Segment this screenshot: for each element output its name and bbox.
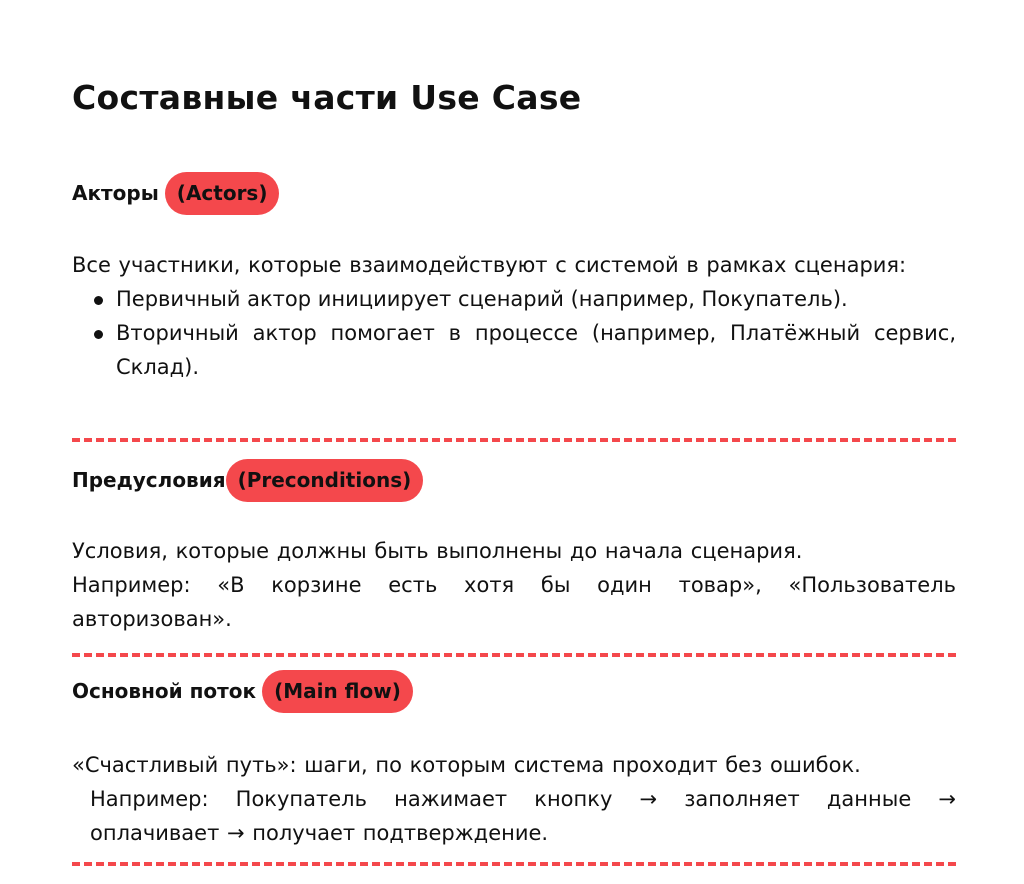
section-actors <box>72 171 956 215</box>
list-item-text: Первичный актор инициирует сценарий (например, Покупатель). <box>116 287 848 311</box>
highlight-tag: (Preconditions) <box>226 459 424 502</box>
page-title: Составные части Use Case <box>72 78 582 117</box>
highlight-tag: (Actors) <box>165 172 280 215</box>
actors-intro: Все участники, которые взаимодействуют с системой в рамках сценария: <box>72 253 907 277</box>
list-item-text: Вторичный актор помогает в процессе (например, Платёжный сервис, Склад). <box>116 321 956 379</box>
preconditions-line-1: Условия, которые должны быть выполнены до начала сценария. <box>72 539 803 563</box>
actors-body <box>72 248 956 384</box>
actors-list <box>72 282 956 384</box>
section-preconditions <box>72 458 956 502</box>
main-flow-body <box>72 748 956 850</box>
main-flow-line-2: Например: Покупатель нажимает кнопку → заполняет данные → оплачивает → получает подтверждение. <box>90 787 956 845</box>
list-item <box>72 282 956 316</box>
dashed-divider <box>72 653 956 657</box>
section-heading-actors <box>72 171 956 215</box>
section-heading-preconditions <box>72 458 956 502</box>
highlight-tag: (Main flow) <box>262 670 413 713</box>
bullet-icon <box>94 296 103 305</box>
heading-text: Акторы <box>72 181 159 205</box>
heading-text: Предусловия <box>72 468 226 492</box>
bullet-icon <box>94 330 103 339</box>
dashed-divider <box>72 862 956 866</box>
preconditions-body <box>72 534 956 636</box>
dashed-divider <box>72 438 956 442</box>
main-flow-line-1: «Счастливый путь»: шаги, по которым система проходит без ошибок. <box>72 753 861 777</box>
preconditions-line-2: Например: «В корзине есть хотя бы один товар», «Пользователь авторизован». <box>72 573 956 631</box>
heading-text: Основной поток <box>72 679 257 703</box>
section-main-flow <box>72 669 956 713</box>
section-heading-main-flow <box>72 669 956 713</box>
list-item <box>72 316 956 384</box>
